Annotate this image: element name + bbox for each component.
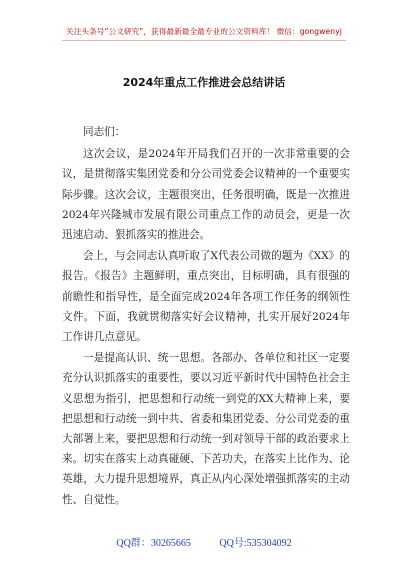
header-divider	[62, 40, 346, 41]
banner-text: 关注头条号“公文研究”，获得最新最全最专业的公文资料库！ 微信：gongwenyj	[66, 27, 342, 36]
document-body	[62, 122, 350, 510]
paragraph-3: 一是提高认识、统一思想。各部办、各单位和社区一定要充分认识抓落实的重要性，要以习近平新时代中国特色社会主义思想为指引，把思想和行动统一到党的XX大精神上来，要把思想和行动统一到中共、省委和集团党委、分公司党委的重大部署上来，要把思想和行动统一到对领导干部的政治要求上来。切实在落实上动真碰硬、下苦功夫，在落实上比作为、论英雄，大力提升思想境界，真正从内心深处增强抓落实的主动性、自觉性。	[62, 352, 350, 506]
qq-group-link[interactable]: QQ群：30265665	[116, 538, 191, 549]
salutation: 同志们：	[83, 126, 126, 138]
paragraph-1: 这次会议，是2024年开局我们召开的一次非常重要的会议，是贯彻落实集团党委和分公司党委会议精神的一个重要实际步骤。这次会议，主题很突出，任务很明确，既是一次推进2024年兴隆城市发展有限公司重点工作的动员会，更是一次迅速启动、狠抓落实的推进会。	[62, 148, 350, 242]
qq-number-link[interactable]: QQ号:535304092	[219, 538, 292, 549]
paragraph-2: 会上，与会同志认真听取了X代表公司做的题为《XX》的报告。《报告》主题鲜明，重点突出，目标明确，具有很强的前瞻性和指导性，是全面完成2024年各项工作任务的纲领性文件。下面，我就贯彻落实好会议精神，扎实开展好2024年工作讲几点意见。	[62, 250, 350, 344]
footer-contacts	[0, 534, 408, 549]
header-banner	[0, 26, 408, 37]
document-title: 2024年重点工作推进会总结讲话	[122, 76, 286, 89]
